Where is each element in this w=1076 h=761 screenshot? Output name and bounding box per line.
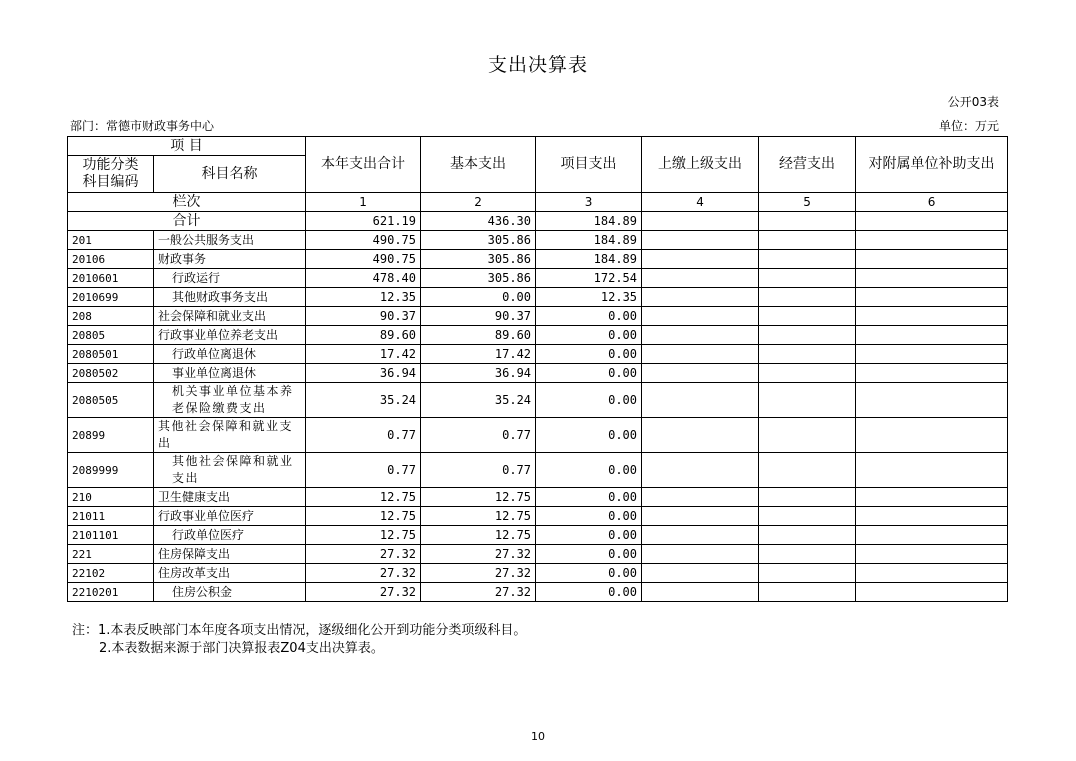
row-value xyxy=(856,545,1008,564)
row-code: 21011 xyxy=(68,507,154,526)
row-value xyxy=(856,326,1008,345)
row-value: 0.77 xyxy=(421,453,536,488)
row-value: 12.75 xyxy=(421,488,536,507)
project-header: 项 目 xyxy=(68,137,306,156)
row-value: 35.24 xyxy=(421,383,536,418)
row-name: 住房公积金 xyxy=(154,583,306,602)
row-value: 305.86 xyxy=(421,250,536,269)
row-value: 89.60 xyxy=(421,326,536,345)
table-row xyxy=(68,326,1008,345)
col-header-4: 上缴上级支出 xyxy=(642,137,759,193)
row-value: 27.32 xyxy=(306,583,421,602)
name-column-header: 科目名称 xyxy=(154,156,306,193)
column-number: 6 xyxy=(856,193,1008,212)
row-value xyxy=(856,526,1008,545)
row-name: 行政运行 xyxy=(154,269,306,288)
row-value: 0.77 xyxy=(306,418,421,453)
row-code: 208 xyxy=(68,307,154,326)
row-value xyxy=(642,583,759,602)
row-value xyxy=(856,507,1008,526)
department-label: 部门：常德市财政事务中心 xyxy=(70,119,215,133)
row-value xyxy=(759,453,856,488)
table-row xyxy=(68,526,1008,545)
row-value xyxy=(759,250,856,269)
row-value xyxy=(642,453,759,488)
column-number-label: 栏次 xyxy=(68,193,306,212)
total-value xyxy=(642,212,759,231)
row-name: 行政单位离退休 xyxy=(154,345,306,364)
row-value: 27.32 xyxy=(306,564,421,583)
row-code: 2080505 xyxy=(68,383,154,418)
row-value: 305.86 xyxy=(421,231,536,250)
row-value: 0.77 xyxy=(421,418,536,453)
total-value xyxy=(759,212,856,231)
table-row xyxy=(68,307,1008,326)
row-value: 0.00 xyxy=(536,526,642,545)
row-value: 12.75 xyxy=(421,526,536,545)
code-column-header: 功能分类 科目编码 xyxy=(68,156,154,193)
table-row xyxy=(68,583,1008,602)
row-value: 90.37 xyxy=(421,307,536,326)
row-value xyxy=(856,583,1008,602)
row-value: 0.00 xyxy=(536,583,642,602)
row-value xyxy=(759,269,856,288)
row-name: 卫生健康支出 xyxy=(154,488,306,507)
row-value xyxy=(759,288,856,307)
row-code: 20805 xyxy=(68,326,154,345)
table-row xyxy=(68,488,1008,507)
row-name: 机关事业单位基本养老保险缴费支出 xyxy=(154,383,306,418)
note-1: 注：1.本表反映部门本年度各项支出情况，逐级细化公开到功能分类项级科目。 xyxy=(72,623,527,638)
row-value: 17.42 xyxy=(421,345,536,364)
page-title: 支出决算表 xyxy=(487,54,588,76)
row-value xyxy=(856,564,1008,583)
column-number: 1 xyxy=(306,193,421,212)
row-code: 201 xyxy=(68,231,154,250)
row-code: 2080501 xyxy=(68,345,154,364)
total-value xyxy=(856,212,1008,231)
row-name: 住房保障支出 xyxy=(154,545,306,564)
row-name: 财政事务 xyxy=(154,250,306,269)
notes xyxy=(72,622,526,658)
row-value: 0.00 xyxy=(536,383,642,418)
row-code: 210 xyxy=(68,488,154,507)
row-value xyxy=(642,526,759,545)
row-name: 行政事业单位养老支出 xyxy=(154,326,306,345)
row-code: 2010699 xyxy=(68,288,154,307)
row-value: 12.35 xyxy=(536,288,642,307)
row-value: 184.89 xyxy=(536,250,642,269)
row-name: 其他社会保障和就业支出 xyxy=(154,418,306,453)
unit-label: 单位：万元 xyxy=(938,119,999,133)
row-value xyxy=(856,288,1008,307)
row-value xyxy=(856,269,1008,288)
row-value: 12.35 xyxy=(306,288,421,307)
table-row xyxy=(68,545,1008,564)
row-value: 35.24 xyxy=(306,383,421,418)
row-value xyxy=(759,583,856,602)
row-value: 12.75 xyxy=(306,488,421,507)
row-value: 0.00 xyxy=(536,564,642,583)
col-header-5: 经营支出 xyxy=(759,137,856,193)
header-row-1 xyxy=(68,137,1008,156)
row-value: 490.75 xyxy=(306,250,421,269)
row-value xyxy=(856,488,1008,507)
form-number: 公开03表 xyxy=(947,95,999,109)
column-number: 2 xyxy=(421,193,536,212)
total-row xyxy=(68,212,1008,231)
row-value xyxy=(642,418,759,453)
table-row xyxy=(68,269,1008,288)
row-name: 行政事业单位医疗 xyxy=(154,507,306,526)
col-header-6: 对附属单位补助支出 xyxy=(856,137,1008,193)
expenditure-table xyxy=(67,136,1008,602)
row-value xyxy=(759,526,856,545)
row-value xyxy=(642,288,759,307)
table-row xyxy=(68,383,1008,418)
row-value xyxy=(642,383,759,418)
row-value: 172.54 xyxy=(536,269,642,288)
row-name: 其他财政事务支出 xyxy=(154,288,306,307)
row-value: 0.00 xyxy=(536,507,642,526)
row-code: 2089999 xyxy=(68,453,154,488)
table-row xyxy=(68,288,1008,307)
table-row xyxy=(68,453,1008,488)
row-value: 478.40 xyxy=(306,269,421,288)
col-header-2: 基本支出 xyxy=(421,137,536,193)
note-2: 2.本表数据来源于部门决算报表Z04支出决算表。 xyxy=(99,641,384,656)
row-value: 305.86 xyxy=(421,269,536,288)
total-label: 合计 xyxy=(68,212,306,231)
column-number: 3 xyxy=(536,193,642,212)
row-value: 490.75 xyxy=(306,231,421,250)
column-number: 4 xyxy=(642,193,759,212)
row-value xyxy=(759,326,856,345)
row-value xyxy=(856,250,1008,269)
row-name: 其他社会保障和就业支出 xyxy=(154,453,306,488)
row-code: 2210201 xyxy=(68,583,154,602)
row-value xyxy=(759,364,856,383)
row-value xyxy=(856,345,1008,364)
table-row xyxy=(68,507,1008,526)
row-value: 27.32 xyxy=(421,545,536,564)
row-name: 社会保障和就业支出 xyxy=(154,307,306,326)
row-value xyxy=(759,383,856,418)
row-value: 12.75 xyxy=(306,507,421,526)
row-value: 89.60 xyxy=(306,326,421,345)
col-header-1: 本年支出合计 xyxy=(306,137,421,193)
row-value: 0.00 xyxy=(536,488,642,507)
row-value: 0.00 xyxy=(536,326,642,345)
table-row xyxy=(68,564,1008,583)
col-header-3: 项目支出 xyxy=(536,137,642,193)
row-name: 事业单位离退休 xyxy=(154,364,306,383)
row-value xyxy=(856,231,1008,250)
row-value xyxy=(759,307,856,326)
page-number: 10 xyxy=(531,730,545,743)
row-name: 行政单位医疗 xyxy=(154,526,306,545)
table-row xyxy=(68,231,1008,250)
row-value xyxy=(642,250,759,269)
row-value: 12.75 xyxy=(421,507,536,526)
column-number-row xyxy=(68,193,1008,212)
row-value xyxy=(642,269,759,288)
row-value: 0.77 xyxy=(306,453,421,488)
total-value: 184.89 xyxy=(536,212,642,231)
row-value xyxy=(856,307,1008,326)
row-value xyxy=(642,231,759,250)
row-value xyxy=(856,383,1008,418)
row-code: 2010601 xyxy=(68,269,154,288)
row-value xyxy=(759,564,856,583)
row-code: 20106 xyxy=(68,250,154,269)
row-value xyxy=(759,418,856,453)
table-row xyxy=(68,250,1008,269)
row-value xyxy=(642,326,759,345)
row-value xyxy=(759,231,856,250)
row-code: 2101101 xyxy=(68,526,154,545)
row-value xyxy=(759,507,856,526)
row-value: 0.00 xyxy=(536,453,642,488)
table-row xyxy=(68,418,1008,453)
row-value xyxy=(759,345,856,364)
row-value xyxy=(759,488,856,507)
total-value: 436.30 xyxy=(421,212,536,231)
row-value: 0.00 xyxy=(536,364,642,383)
row-value xyxy=(642,564,759,583)
row-code: 22102 xyxy=(68,564,154,583)
row-value xyxy=(642,307,759,326)
row-value xyxy=(856,364,1008,383)
row-value: 36.94 xyxy=(306,364,421,383)
row-value: 90.37 xyxy=(306,307,421,326)
row-name: 住房改革支出 xyxy=(154,564,306,583)
table-row xyxy=(68,345,1008,364)
row-value: 0.00 xyxy=(536,307,642,326)
row-value xyxy=(856,418,1008,453)
row-value: 0.00 xyxy=(421,288,536,307)
row-value: 36.94 xyxy=(421,364,536,383)
row-value: 12.75 xyxy=(306,526,421,545)
row-value: 184.89 xyxy=(536,231,642,250)
row-value xyxy=(642,364,759,383)
row-value xyxy=(642,345,759,364)
row-code: 2080502 xyxy=(68,364,154,383)
column-number: 5 xyxy=(759,193,856,212)
total-value: 621.19 xyxy=(306,212,421,231)
row-value xyxy=(642,507,759,526)
row-code: 221 xyxy=(68,545,154,564)
row-value: 27.32 xyxy=(306,545,421,564)
row-name: 一般公共服务支出 xyxy=(154,231,306,250)
row-value: 17.42 xyxy=(306,345,421,364)
row-code: 20899 xyxy=(68,418,154,453)
row-value xyxy=(759,545,856,564)
row-value xyxy=(642,545,759,564)
row-value: 0.00 xyxy=(536,545,642,564)
row-value xyxy=(642,488,759,507)
row-value xyxy=(856,453,1008,488)
row-value: 27.32 xyxy=(421,583,536,602)
row-value: 0.00 xyxy=(536,418,642,453)
row-value: 27.32 xyxy=(421,564,536,583)
row-value: 0.00 xyxy=(536,345,642,364)
table-row xyxy=(68,364,1008,383)
